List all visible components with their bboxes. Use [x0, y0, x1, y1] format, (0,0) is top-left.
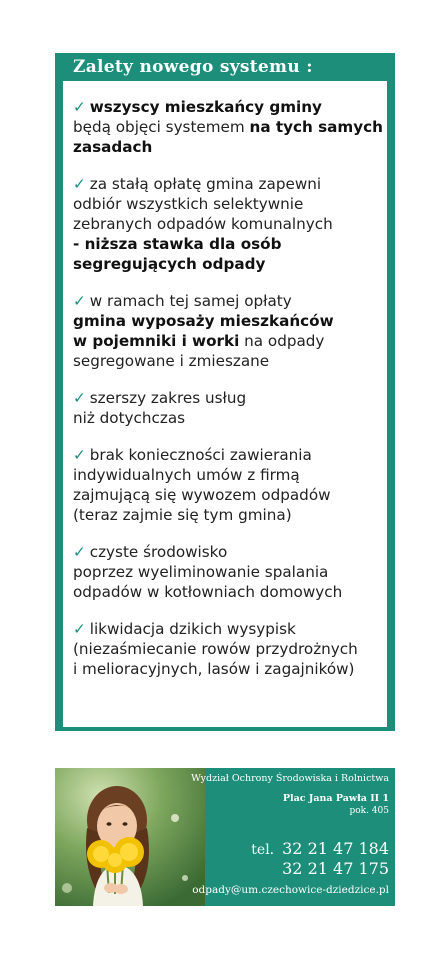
benefit-text: w ramach tej samej opłaty — [89, 292, 292, 310]
check-icon: ✓ — [73, 446, 86, 464]
benefit-line — [73, 174, 383, 194]
room-number: pok. 405 — [349, 806, 389, 816]
benefit-item — [73, 97, 383, 157]
benefit-line — [73, 331, 383, 351]
contact-footer — [55, 768, 395, 906]
check-icon: ✓ — [73, 620, 86, 638]
benefit-line — [73, 234, 383, 254]
benefit-line — [73, 542, 383, 562]
benefit-text-bold: wszyscy mieszkańcy gminy — [89, 98, 322, 116]
benefit-item — [73, 174, 383, 274]
benefit-text-bold: segregujących odpady — [73, 255, 266, 273]
check-icon: ✓ — [73, 543, 86, 561]
header-title: Zalety nowego systemu : — [55, 53, 395, 81]
benefit-item — [73, 619, 383, 679]
benefit-line — [73, 505, 383, 525]
benefit-text: zajmującą się wywozem odpadów — [73, 486, 331, 504]
benefit-line — [73, 97, 383, 117]
benefit-text-bold: na tych samych — [249, 118, 383, 136]
benefit-line — [73, 639, 383, 659]
benefit-line — [73, 194, 383, 214]
benefit-line — [73, 117, 383, 137]
benefit-line — [73, 408, 383, 428]
benefit-text: czyste środowisko — [89, 543, 228, 561]
email-link[interactable]: odpady@um.czechowice-dziedzice.pl — [192, 884, 389, 896]
benefit-line — [73, 291, 383, 311]
benefit-item — [73, 388, 383, 428]
benefit-text: i melioracyjnych, lasów i zagajników) — [73, 660, 355, 678]
benefit-text: brak konieczności zawierania — [89, 446, 312, 464]
photo-illustration — [55, 768, 205, 906]
child-with-dandelions-photo — [55, 768, 205, 906]
benefit-line — [73, 214, 383, 234]
phone-line-1 — [251, 839, 389, 858]
benefit-text: likwidacja dzikich wysypisk — [89, 620, 296, 638]
phone-number-1[interactable]: 32 21 47 184 — [282, 839, 389, 858]
benefit-line — [73, 562, 383, 582]
benefit-text: (niezaśmiecanie rowów przydrożnych — [73, 640, 358, 658]
benefit-text: na odpady — [239, 332, 325, 350]
check-icon: ✓ — [73, 175, 86, 193]
benefit-item — [73, 445, 383, 525]
benefit-text: będą objęci systemem — [73, 118, 250, 136]
benefit-text-bold: zasadach — [73, 138, 153, 156]
check-icon: ✓ — [73, 292, 86, 310]
benefit-text: odpadów w kotłowniach domowych — [73, 583, 343, 601]
benefit-text: poprzez wyeliminowanie spalania — [73, 563, 329, 581]
benefit-line — [73, 659, 383, 679]
check-icon: ✓ — [73, 98, 86, 116]
benefit-text: odbiór wszystkich selektywnie — [73, 195, 304, 213]
benefit-line — [73, 465, 383, 485]
phone-label: tel. — [251, 842, 275, 858]
benefit-line — [73, 619, 383, 639]
benefit-text: zebranych odpadów komunalnych — [73, 215, 333, 233]
benefit-line — [73, 254, 383, 274]
benefit-text-bold: - niższa stawka dla osób — [73, 235, 282, 253]
benefit-item — [73, 542, 383, 602]
benefit-line — [73, 445, 383, 465]
phone-number-2[interactable]: 32 21 47 175 — [282, 859, 389, 878]
panel-bottom-border — [55, 727, 395, 731]
benefit-text: niż dotychczas — [73, 409, 186, 427]
benefit-text: szerszy zakres usług — [89, 389, 247, 407]
benefit-text-bold: gmina wyposaży mieszkańców — [73, 312, 334, 330]
benefit-text: za stałą opłatę gmina zapewni — [89, 175, 322, 193]
contact-info — [191, 768, 389, 906]
benefit-line — [73, 137, 383, 157]
benefit-line — [73, 351, 383, 371]
benefit-line — [73, 311, 383, 331]
benefit-text: segregowane i zmieszane — [73, 352, 270, 370]
benefit-text: (teraz zajmie się tym gmina) — [73, 506, 292, 524]
benefit-text: indywidualnych umów z firmą — [73, 466, 300, 484]
benefit-text-bold: w pojemniki i worki — [73, 332, 240, 350]
benefit-item — [73, 291, 383, 371]
benefit-line — [73, 485, 383, 505]
address: Plac Jana Pawła II 1 — [282, 793, 389, 804]
benefit-line — [73, 582, 383, 602]
check-icon: ✓ — [73, 389, 86, 407]
benefit-line — [73, 388, 383, 408]
benefits-list — [73, 97, 383, 696]
department-name: Wydział Ochrony Środowiska i Rolnictwa — [191, 773, 389, 784]
